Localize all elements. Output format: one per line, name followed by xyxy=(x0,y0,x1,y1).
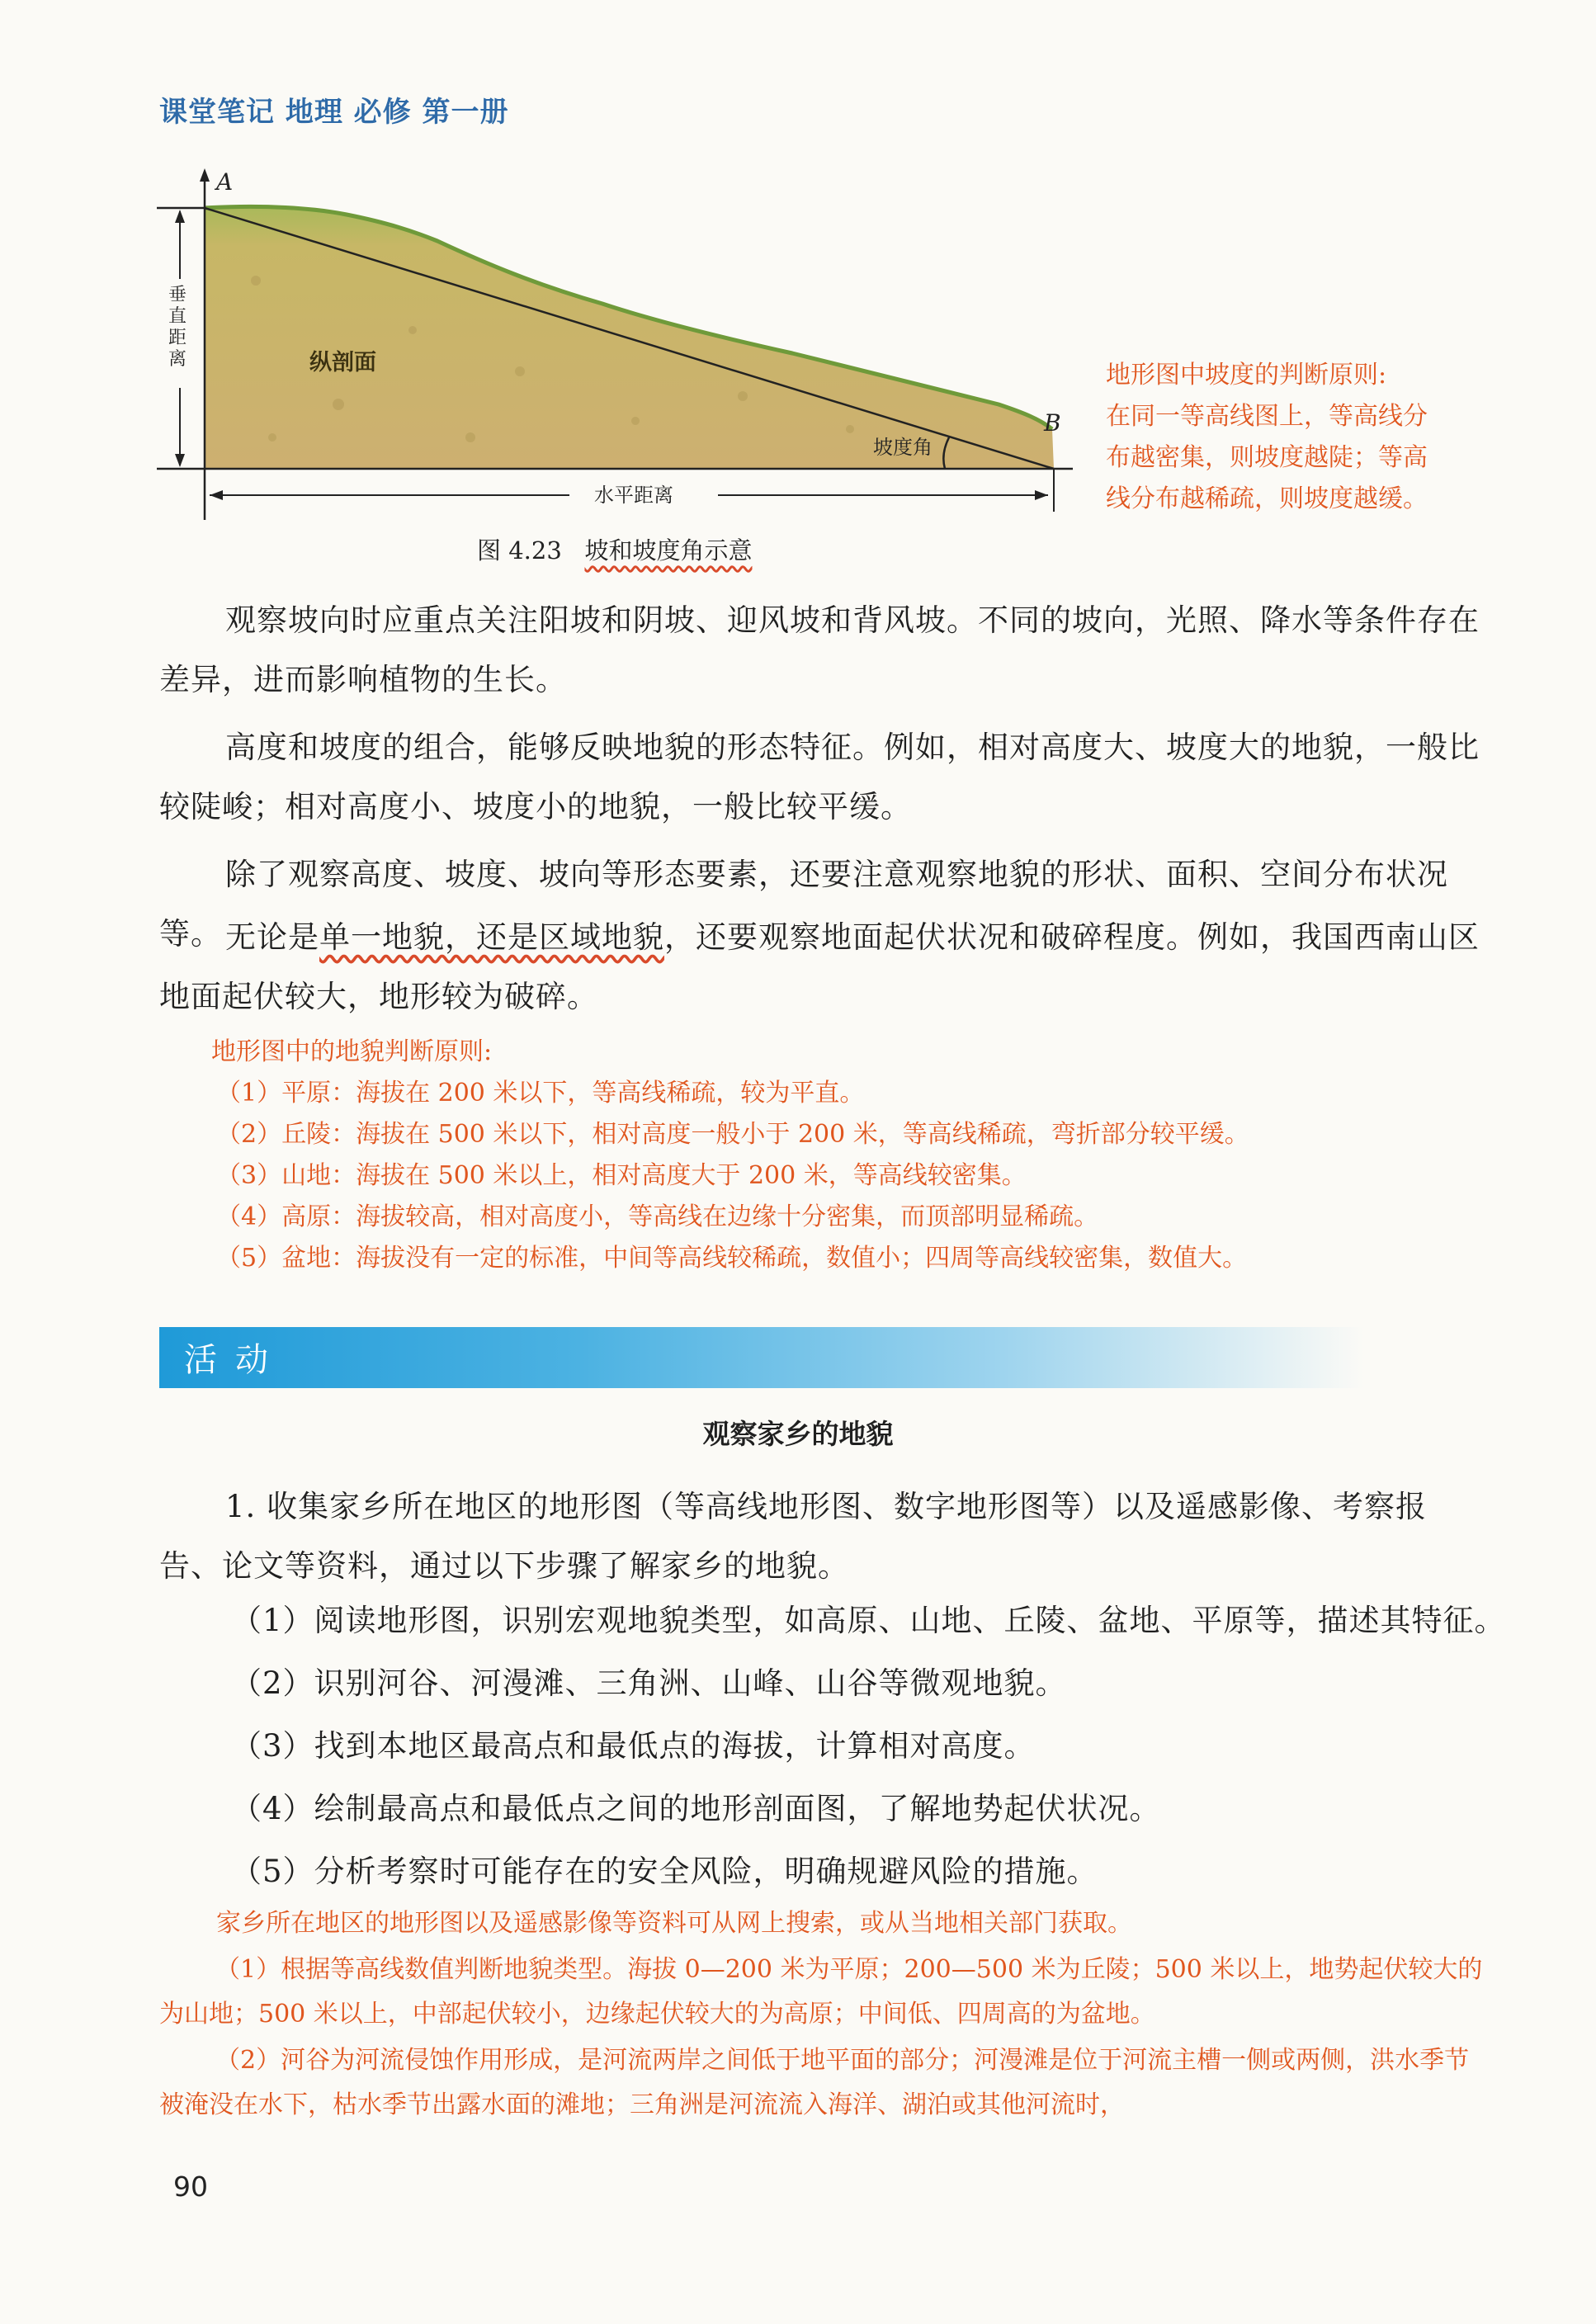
vertical-distance-label: 垂直距离 xyxy=(168,285,187,370)
figure-caption xyxy=(477,532,752,566)
horizontal-distance-label: 水平距离 xyxy=(594,484,673,507)
label-a: A xyxy=(216,168,234,196)
activity-step: （5）分析考察时可能存在的安全风险，明确规避风险的措施。 xyxy=(231,1854,1098,1889)
side-note-title: 地形图中坡度的判断原则: xyxy=(1106,361,1387,390)
label-b: B xyxy=(1044,409,1061,437)
paragraph-relief-pre: 无论是 xyxy=(225,919,319,955)
running-header: 课堂笔记 地理 必修 第一册 xyxy=(159,96,509,129)
side-note-line: 在同一等高线图上，等高线分 xyxy=(1106,402,1428,431)
activity-banner xyxy=(159,1327,1364,1388)
angle-label: 坡度角 xyxy=(873,436,933,459)
side-note-line: 布越密集，则坡度越陡；等高 xyxy=(1106,443,1428,472)
activity-hint: （2）河谷为河流侵蚀作用形成，是河流两岸之间低于地平面的部分；河漫滩是位于河流主槽一侧或两侧，洪水季节被淹没在水下，枯水季节出露水面的滩地；三角洲是河流流入海洋、湖泊或其他河流时， xyxy=(159,2046,1470,2119)
activity-step: （4）绘制最高点和最低点之间的地形剖面图，了解地势起伏状况。 xyxy=(231,1791,1161,1826)
landform-note-item: （3）山地：海拔在 500 米以上，相对高度大于 200 米，等高线较密集。 xyxy=(216,1161,1027,1190)
activity-hint: 家乡所在地区的地形图以及遥感影像等资料可从网上搜索，或从当地相关部门获取。 xyxy=(216,1909,1132,1938)
activity-hint: （1）根据等高线数值判断地貌类型。海拔 0—200 米为平原；200—500 米为丘陵；500 米以上，地势起伏较大的为山地；500 米以上，中部起伏较小，边缘起伏较大的为高原；中间低、四周高的为盆地。 xyxy=(159,1955,1483,2029)
landform-note-item: （4）高原：海拔较高，相对高度小，等高线在边缘十分密集，而顶部明显稀疏。 xyxy=(216,1202,1099,1231)
landform-note-item: （5）盆地：海拔没有一定的标准，中间等高线较稀疏，数值小；四周等高线较密集，数值大。 xyxy=(216,1244,1248,1273)
slope-side-note xyxy=(1106,355,1494,520)
activity-label: 活动 xyxy=(184,1341,286,1379)
landform-notes-title: 地形图中的地貌判断原则: xyxy=(211,1037,493,1066)
activity-step: （1）阅读地形图，识别宏观地貌类型，如高原、山地、丘陵、盆地、平原等，描述其特征。 xyxy=(231,1603,1506,1638)
section-label: 纵剖面 xyxy=(309,350,376,376)
paragraph-morphology: 除了观察高度、坡度、坡向等形态要素，还要注意观察地貌的形状、面积、空间分布状况等。 xyxy=(159,857,1448,952)
side-note-line: 线分布越稀疏，则坡度越缓。 xyxy=(1106,484,1428,513)
landform-note-item: （2）丘陵：海拔在 500 米以下，相对高度一般小于 200 米，等高线稀疏，弯折部分较平缓。 xyxy=(216,1120,1249,1149)
paragraph-relief-highlight: 单一地貌，还是区域地貌 xyxy=(319,919,664,955)
activity-step: （2）识别河谷、河漫滩、三角洲、山峰、山谷等微观地貌。 xyxy=(231,1665,1067,1701)
slope-diagram xyxy=(140,157,1098,545)
figure-number: 图 4.23 xyxy=(477,536,562,564)
paragraph-aspect: 观察坡向时应重点关注阳坡和阴坡、迎风坡和背风坡。不同的坡向，光照、降水等条件存在差异，进而影响植物的生长。 xyxy=(159,602,1480,697)
paragraph-relief xyxy=(159,908,1480,1027)
figure-title: 坡和坡度角示意 xyxy=(584,536,753,564)
landform-notes xyxy=(211,1032,1504,1279)
slope-figure xyxy=(140,157,1098,545)
landform-note-item: （1）平原：海拔在 200 米以下，等高线稀疏，较为平直。 xyxy=(216,1079,865,1108)
activity-intro: 1. 收集家乡所在地区的地形图（等高线地形图、数字地形图等）以及遥感影像、考察报告、论文等资料，通过以下步骤了解家乡的地貌。 xyxy=(159,1489,1428,1584)
activity-title: 观察家乡的地貌 xyxy=(702,1418,894,1450)
activity-step: （3）找到本地区最高点和最低点的海拔，计算相对高度。 xyxy=(231,1728,1036,1764)
paragraph-relief-post: ，还要观察地面起伏状况和破碎程度。例如，我国西南山区地面起伏较大，地形较为破碎。 xyxy=(159,919,1480,1014)
page-number: 90 xyxy=(173,2170,208,2203)
paragraph-height-slope: 高度和坡度的组合，能够反映地貌的形态特征。例如，相对高度大、坡度大的地貌，一般比较陡峻；相对高度小、坡度小的地貌，一般比较平缓。 xyxy=(159,730,1480,824)
